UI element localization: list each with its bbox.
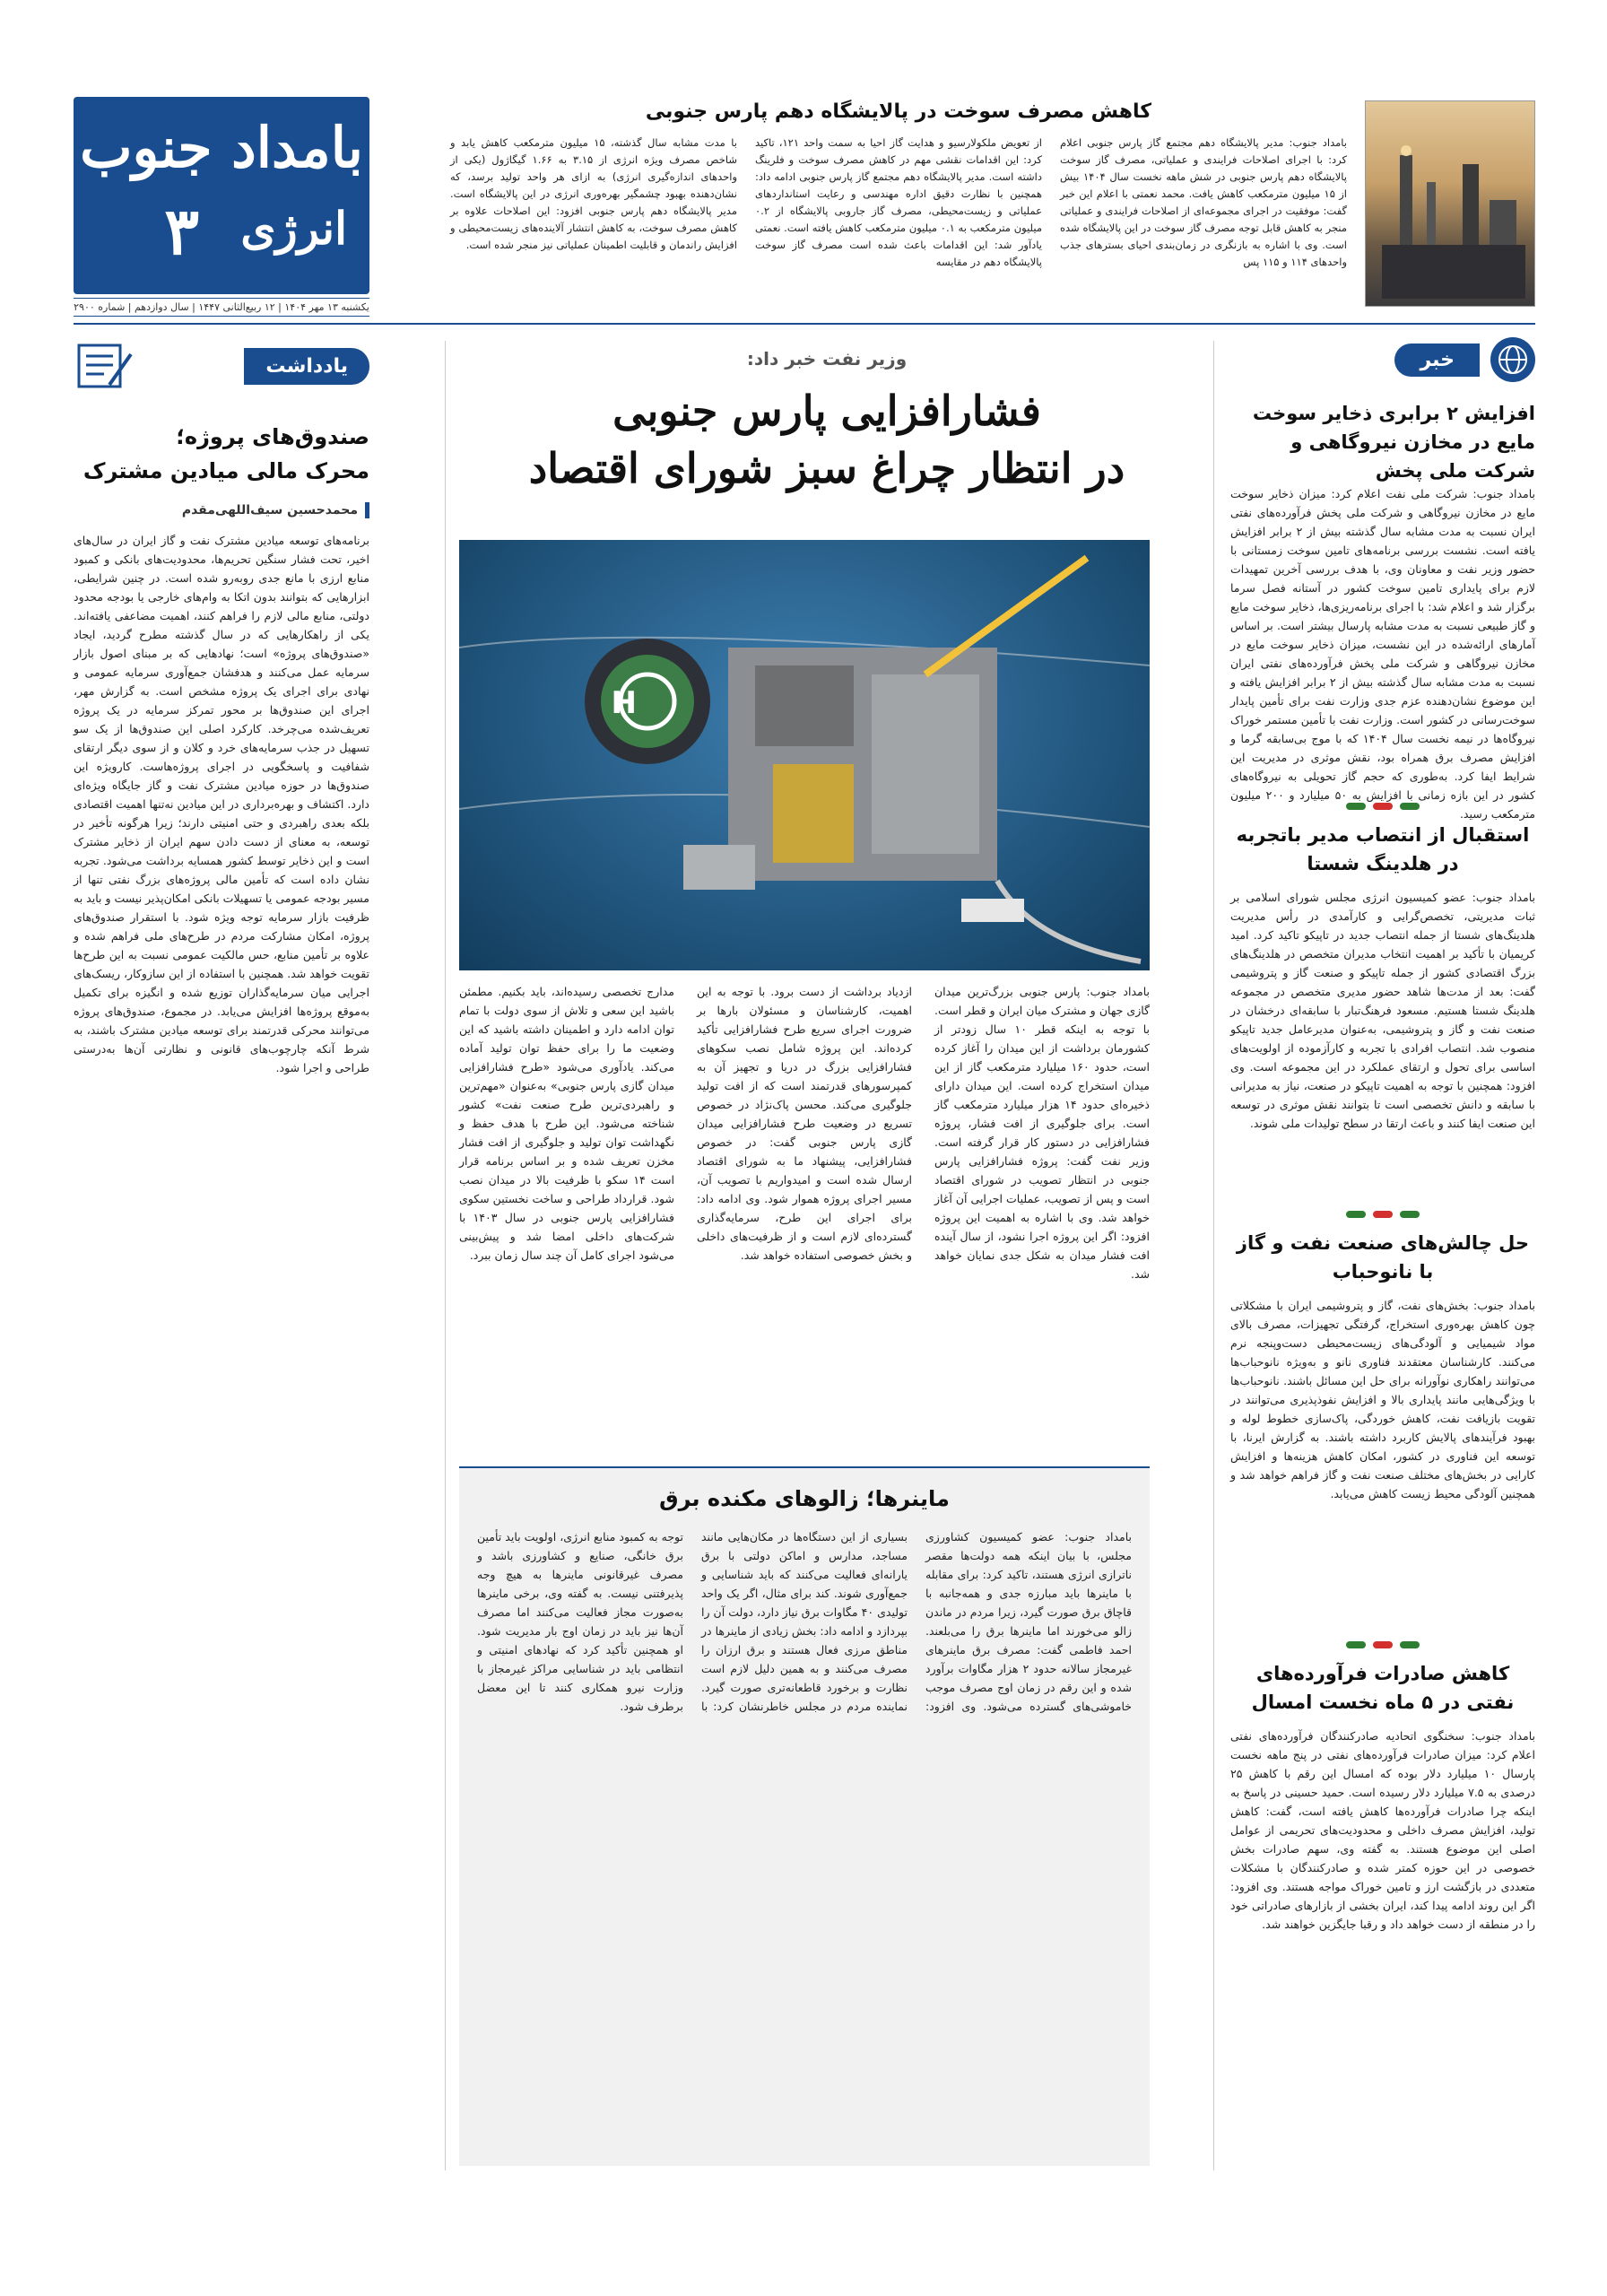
news-4-body: بامداد جنوب: سخنگوی اتحادیه صادرکنندگان فرآورده‌های نفتی اعلام کرد: میزان صادرات فرآورده‌های نفتی در پنج ماهه نخست پارسال ۱۰ میلیارد دلار بوده که امسال این رقم با کاهش ۲۵ درصدی به ۷.۵ میلیارد دلار رسیده است. حمید حسینی در پاسخ به اینکه چرا صادرات فرآورده‌ها کاهش یافته است، گفت: کاهش تولید، افزایش مصرف داخلی و محدودیت‌های تحریمی از عوامل اصلی این موضوع هستند. به گفته وی، سهم صادرات بخش خصوصی در این حوزه کمتر شده و صادرکنندگان با مشکلات متعددی در بازگشت ارز و تامین خوراک مواجه هستند. وی افزود: اگر این روند ادامه پیدا کند، ایران بخشی از بازارهای صادراتی خود را در منطقه از دست خواهد داد و رقبا جایگزین خواهند شد.	[1230, 1729, 1535, 1931]
issue-line: یکشنبه ۱۳ مهر ۱۴۰۴ | ۱۲ ربیع‌الثانی ۱۴۴۷ | سال دوازدهم | شماره ۲۹۰۰	[74, 298, 369, 317]
bottom-box	[459, 1466, 1150, 2166]
masthead-logo-block	[74, 97, 369, 294]
news-label-bar	[1293, 336, 1535, 383]
notepad-icon	[74, 342, 136, 391]
section-title: انرژی	[240, 202, 347, 255]
top-story-photo	[1365, 100, 1535, 307]
news-2-title: استقبال از انتصاب مدیر باتجربه در هلدینگ شستا	[1236, 824, 1530, 874]
divider-2	[1230, 1211, 1535, 1218]
author-bar	[365, 502, 369, 518]
top-story-col-1: بامداد جنوب: مدیر پالایشگاه دهم مجتمع گاز پارس جنوبی اعلام کرد: با اجرای اصلاحات فرایندی و عملیاتی، مصرف گاز سوخت پالایشگاه دهم پارس جنوبی در شش ماهه نخست سال ۱۴۰۴ بیش از ۱۵ میلیون مترمکعب کاهش یافت. محمد نعمتی با اعلام این خبر گفت: موفقیت در اجرای مجموعه‌ای از اصلاحات فرایندی و عملیاتی منجر به کاهش قابل توجه مصرف گاز سوخت در این پالایشگاه شده است. وی با اشاره به بازنگری در زمان‌بندی احیای بسترهای جذب واحدهای ۱۱۴ و ۱۱۵ پس	[1060, 136, 1347, 268]
main-kicker: وزیر نفت خبر داد:	[746, 348, 908, 370]
main-body-col-3: مدارج تخصصی رسیده‌اند، باید بکنیم. مطمئن باشید این سعی و تلاش از سوی دولت با تمام توان ادامه دارد و اطمینان داشته باشید که این وضعیت ما را برای حفظ توان تولید آماده می‌کند. یادآوری می‌شود «طرح فشارافزایی میدان گازی پارس جنوبی» به‌عنوان «مهم‌ترین و راهبردی‌ترین طرح صنعت نفت» کشور شناخته می‌شود. این طرح با هدف حفظ و نگهداشت توان تولید و جلوگیری از افت فشار مخزن تعریف شده و بر اساس برنامه قرار است ۱۴ سکو با ظرفیت بالا در میدان نصب شود. قرارداد طراحی و ساخت نخستین سکوی فشارافزایی پارس جنوبی در سال ۱۴۰۳ با شرکت‌های داخلی امضا شد و پیش‌بینی می‌شود اجرای کامل آن چند سال زمان ببرد.	[459, 985, 674, 1262]
news-3-title: حل چالش‌های صنعت نفت و گاز با نانوحباب	[1236, 1232, 1530, 1283]
note-author	[74, 502, 369, 518]
main-title-line-2: در انتظار چراغ سبز شورای اقتصاد	[528, 444, 1125, 492]
divider-3	[1230, 1641, 1535, 1648]
logo: بامداد جنوب	[80, 115, 363, 180]
note-label-bar	[74, 339, 369, 393]
main-photo	[459, 540, 1150, 970]
news-3-body: بامداد جنوب: بخش‌های نفت، گاز و پتروشیمی ایران با مشکلاتی چون کاهش بهره‌وری استخراج، گرفتگی تجهیزات، مصرف بالای مواد شیمیایی و آلودگی‌های زیست‌محیطی دست‌وپنجه نرم می‌کنند. کارشناسان معتقدند فناوری نانو و به‌ویژه نانوحباب‌ها می‌توانند راهکاری نوآورانه برای حل این مسائل باشند. نانوحباب‌ها با ویژگی‌هایی مانند پایداری بالا و افزایش نفوذپذیری می‌توانند در تقویت بازیافت نفت، کاهش خوردگی، پاک‌سازی خطوط لوله و بهبود فرآیندهای پالایش کاربرد داشته باشند. به گزارش ایرنا، با توسعه این فناوری در کشور، امکان کاهش هزینه‌ها و افزایش کارایی در بخش‌های مختلف صنعت نفت و گاز فراهم خواهد شد و همچنین آلودگی محیط زیست کاهش می‌یابد.	[1230, 1299, 1535, 1500]
col-separator-right	[1213, 341, 1214, 2170]
note-title-line-1: صندوق‌های پروژه؛	[176, 424, 369, 449]
news-1-title: افزایش ۲ برابری ذخایر سوخت مایع در مخازن نیروگاهی و شرکت ملی پخش	[1252, 403, 1535, 482]
news-4-title: کاهش صادرات فرآورده‌های نفتی در ۵ ماه نخست امسال	[1251, 1663, 1515, 1713]
note-title-line-2: محرک مالی میادین مشترک	[83, 458, 369, 483]
main-body-col-1: بامداد جنوب: پارس جنوبی بزرگ‌ترین میدان گازی جهان و مشترک میان ایران و قطر است. با توجه به اینکه قطر ۱۰ سال زودتر از کشورمان برداشت از این میدان را آغاز کرده است، حدود ۱۶۰ میلیارد مترمکعب گاز از این میدان استخراج کرده است. این میدان دارای ذخیره‌ای حدود ۱۴ هزار میلیارد مترمکعب گاز است. برای جلوگیری از افت فشار، پروژه فشارافزایی در دستور کار قرار گرفته است. وزیر نفت گفت: پروژه فشارافزایی پارس جنوبی در انتظار تصویب در شورای اقتصاد است و پس از تصویب، عملیات اجرایی آن آغاز خواهد شد. وی با اشاره به اهمیت این پروژه افزود: اگر این پروژه اجرا نشود، از سال آینده افت فشار میدان به شکل جدی نمایان خواهد شد.	[934, 985, 1151, 1281]
news-label: خبر	[1394, 344, 1480, 377]
top-story-title: کاهش مصرف سوخت در پالایشگاه دهم پارس جنوبی	[645, 100, 1152, 123]
news-1-body: بامداد جنوب: شرکت ملی نفت اعلام کرد: میزان ذخایر سوخت مایع در مخازن نیروگاهی و شرکت ملی پخش فرآورده‌های نفتی ایران نسبت به مدت مشابه سال گذشته بیش از ۲ برابر افزایش یافته است. نشست بررسی برنامه‌های تامین سوخت زمستانی با حضور وزیر نفت و معاونان وی، با هدف بررسی آخرین تمهیدات لازم برای پایداری تامین سوخت کشور در آستانه فصل سرما برگزار شد و اعلام شد: با اجرای برنامه‌ریزی‌ها، ذخایر سوخت مایع و گاز طبیعی نسبت به مدت مشابه پارسال بیشتر است. بر اساس آمارهای ارائه‌شده در این نشست، میزان ذخایر سوخت مایع در مخازن نیروگاهی و شرکت ملی پخش فرآورده‌های نفتی ایران نسبت به مدت مشابه سال گذشته بیش از ۲ برابر افزایش یافته و این موضوع نشان‌دهنده عزم جدی وزارت نفت برای تأمین پایدار سوخت‌رسانی در کشور است. وزارت نفت با تأمین مستمر خوراک نیروگاه‌ها در نیمه نخست سال ۱۴۰۴ که با موج بی‌سابقه گرما و افزایش مصرف برق همراه بود، نقش موثری در مدیریت این شرایط ایفا کرد. به‌طوری که حجم گاز تحویلی به نیروگاه‌های کشور در این بازه زمانی با افزایش به ۵۰ میلیارد و ۲۰۰ میلیون مترمکعب رسید.	[1230, 487, 1536, 821]
globe-icon	[1490, 337, 1535, 382]
note-body: برنامه‌های توسعه میادین مشترک نفت و گاز ایران در سال‌های اخیر، تحت فشار سنگین تحریم‌ها، محدودیت‌های بانکی و کمبود منابع ارزی با مانع جدی روبه‌رو شده است. در چنین شرایطی، ابزارهایی که بتوانند بدون اتکا به وام‌های خارجی یا بودجه محدود دولتی، منابع مالی لازم را فراهم کنند، اهمیت مضاعفی یافته‌اند. یکی از راهکارهایی که در سال گذشته مطرح گردید، ایجاد «صندوق‌های پروژه» است؛ نهادهایی که بر مبنای اصول بازار سرمایه عمل می‌کنند و هدفشان جمع‌آوری سرمایه عمومی و نهادی برای اجرای یک پروژه مشخص است. به گزارش مهر، اجرای این صندوق‌ها بر محور تمرکز سرمایه در یک پروژه تعریف‌شده می‌چرخد. کارکرد اصلی این صندوق‌ها از یک سو تسهیل در جذب سرمایه‌های خرد و کلان و از سوی دیگر ارتقای شفافیت و پاسخگویی در اجرای پروژه‌هاست. کارویژه این صندوق‌ها در حوزه میادین مشترک نفت و گاز جایگاه ویژه‌ای دارد. اکتشاف و بهره‌برداری در این میادین نه‌تنها اهمیت اقتصادی بلکه بعدی راهبردی و حتی امنیتی دارند؛ زیرا هرگونه تأخیر در توسعه، به معنای از دست دادن سهم ایران از ذخایر مشترک است و این ذخایر توسط کشور همسایه برداشت می‌شود. تجربه نشان داده است که تأمین مالی پروژه‌های بزرگ نفتی تنها از مسیر بودجه عمومی یا تسهیلات بانکی امکان‌پذیر نیست و باید به ظرفیت بازار سرمایه توجه ویژه شود. با استقرار صندوق‌های پروژه، امکان مشارکت مردم در طرح‌های ملی فراهم شده و علاوه بر تأمین منابع، حس مالکیت عمومی نسبت به این طرح‌ها تقویت خواهد شد. همچنین با استفاده از این سازوکار، ریسک‌های اجرایی میان سرمایه‌گذاران توزیع شده و انگیزه برای تکمیل به‌موقع پروژه‌ها افزایش می‌یابد. در مجموع، صندوق‌های پروژه می‌توانند محرکی قدرتمند برای توسعه میادین مشترک باشند، به شرط آنکه چارچوب‌های قانونی و نظارتی آن‌ها به‌درستی طراحی و اجرا شود.	[74, 534, 369, 1074]
main-body-col-2: ازدیاد برداشت از دست برود. با توجه به این اهمیت، کارشناسان و مسئولان بارها بر ضرورت اجرای سریع طرح فشارافزایی تأکید کرده‌اند. این پروژه شامل نصب سکوهای فشارافزایی بزرگ در دریا و تجهیز آن به کمپرسورهای قدرتمند است که از افت تولید جلوگیری می‌کند. محسن پاک‌نژاد در خصوص تسریع در وضعیت طرح فشارافزایی میدان گازی پارس جنوبی گفت: در خصوص فشارافزایی، پیشنهاد ما به شورای اقتصاد ارسال شده است و امیدواریم با تصویب آن، مسیر اجرای پروژه هموار شود. وی ادامه داد: برای اجرای این طرح، سرمایه‌گذاری گسترده‌ای لازم است و از ظرفیت‌های داخلی و بخش خصوصی استفاده خواهد شد.	[697, 985, 912, 1262]
page-number: ۳	[164, 193, 199, 269]
top-story-col-2: از تعویض ملکولارسیو و هدایت گاز احیا به سمت واحد ۱۲۱، تاکید کرد: این اقدامات نقشی مهم در کاهش مصرف سوخت و فلرینگ داشته است. مدیر پالایشگاه دهم مجتمع گاز پارس جنوبی ادامه داد: همچنین با نظارت دقیق اداره مهندسی و رعایت استانداردهای عملیاتی و زیست‌محیطی، مصرف گاز جاروبی پالایشگاه از ۰.۲ میلیون مترمکعب به ۰.۱ میلیون مترمکعب کاهش یافته است. نعمتی یادآور شد: این اقدامات باعث شده است مصرف گاز سوخت پالایشگاه دهم در مقایسه	[755, 136, 1042, 268]
main-title-line-1: فشارافزایی پارس جنوبی	[612, 387, 1041, 435]
bottom-box-title: ماینرها؛ زالوهای مکنده برق	[659, 1486, 950, 1511]
divider-1	[1230, 803, 1535, 810]
svg-text:H: H	[611, 685, 637, 721]
col-separator-left	[445, 341, 446, 2170]
bottom-box-body: بامداد جنوب: عضو کمیسیون کشاورزی مجلس، با بیان اینکه همه دولت‌ها مقصر ناترازی انرژی هستند، تاکید کرد: برای مقابله با ماینرها باید مبارزه جدی و همه‌جانبه با قاچاق برق صورت گیرد، زیرا مردم در ماندن زالو می‌خورند اما ماینرها برق را می‌بلعند. احمد فاطمی گفت: مصرف برق ماینرهای غیرمجاز سالانه حدود ۲ هزار مگاوات برآورد شده و این رقم در زمان اوج مصرف موجب خاموشی‌های گسترده می‌شود. وی افزود: بسیاری از این دستگاه‌ها در مکان‌هایی مانند مساجد، مدارس و اماکن دولتی با برق یارانه‌ای فعالیت می‌کنند که باید شناسایی و جمع‌آوری شوند. کند برای مثال، اگر یک واحد تولیدی ۴۰ مگاوات برق نیاز دارد، دولت آن را بپردازد و ادامه داد: بخش زیادی از ماینرها در مناطق مرزی فعال هستند و برق ارزان را مصرف می‌کنند و به همین دلیل لازم است نظارت و برخورد قاطعانه‌تری صورت گیرد. نماینده مردم در مجلس خاطرنشان کرد: با توجه به کمبود منابع انرژی، اولویت باید تأمین برق خانگی، صنایع و کشاورزی باشد و مصرف غیرقانونی ماینرها به هیچ وجه پذیرفتنی نیست. به گفته وی، برخی ماینرها به‌صورت مجاز فعالیت می‌کنند اما مصرف آن‌ها نیز باید در زمان اوج بار مدیریت شود. او همچنین تأکید کرد که نهادهای امنیتی و انتظامی باید در شناسایی مراکز غیرمجاز با وزارت نیرو همکاری کنند تا این معضل برطرف شود.	[477, 1530, 1132, 1713]
author-name: محمدحسین سیف‌اللهی‌مقدم	[181, 503, 358, 517]
note-label: یادداشت	[244, 348, 369, 385]
top-story-col-3: با مدت مشابه سال گذشته، ۱۵ میلیون مترمکعب کاهش یابد و شاخص مصرف ویژه انرژی از ۳.۱۵ به ۱.۶۶ گیگاژول (یکی از واحدهای اندازه‌گیری انرژی) به ازای هر واحد تولید برسد، که نشان‌دهنده بهبود چشمگیر بهره‌وری انرژی در این پالایشگاه است. مدیر پالایشگاه دهم پارس جنوبی افزود: این اصلاحات علاوه بر کاهش مصرف سوخت، به کاهش انتشار آلاینده‌های زیست‌محیطی و افزایش راندمان و قابلیت اطمینان عملیاتی نیز منجر شده است.	[450, 136, 737, 251]
top-rule	[74, 323, 1535, 325]
news-2-body: بامداد جنوب: عضو کمیسیون انرژی مجلس شورای اسلامی بر ثبات مدیریتی، تخصص‌گرایی و کارآمدی در رأس مدیریت هلدینگ‌های شستا از جمله انتصاب جدید در تاپیکو تاکید کرد. امید کریمیان با تأکید بر اهمیت انتخاب مدیران متخصص در هلدینگ‌های بزرگ اقتصادی کشور از جمله تاپیکو و صنعت گاز و پتروشیمی گفت: بعد از مدت‌ها شاهد حضور مدیری متخصص در مجموعه هلدینگ شستا هستیم. مسعود فرهنگ‌تبار با سابقه‌ای درخشان در صنعت نفت و گاز و پتروشیمی، به‌عنوان مدیرعامل جدید تاپیکو منصوب شد. انتصاب افرادی با تجربه و کارآزموده از اولویت‌های اساسی برای تحول و ارتقای عملکرد در این مجموعه است. وی افزود: همچنین با توجه به اهمیت تاپیکو در صنعت، نیاز به مدیرانی با سابقه و دانش تخصصی است تا بتوانند نقش موثری در توسعه این صنعت ایفا کنند و باعث ارتقا در سطح تولیدات ملی شوند.	[1230, 891, 1535, 1130]
